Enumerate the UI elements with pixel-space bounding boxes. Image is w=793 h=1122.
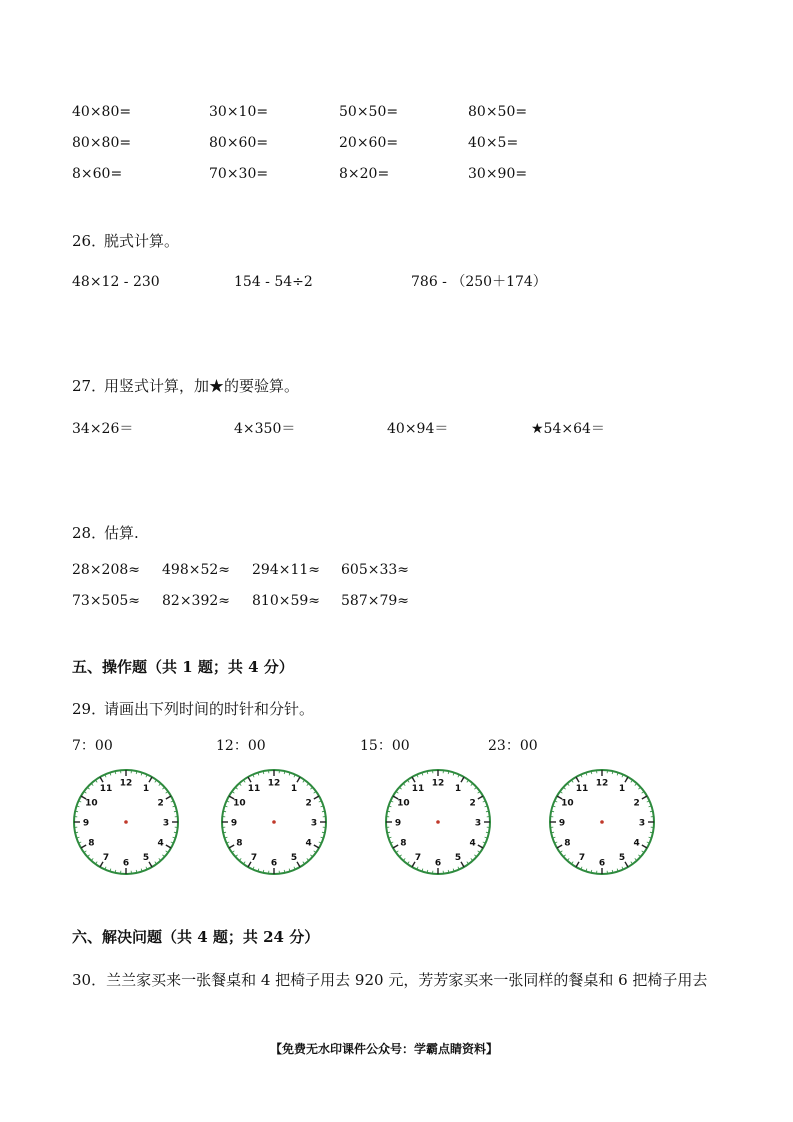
drill-item: 20×60=	[339, 135, 399, 151]
hour-tick	[81, 845, 86, 848]
clock-number: 12	[267, 778, 281, 789]
drill-item: 80×50=	[468, 104, 528, 120]
clock-number: 1	[290, 783, 298, 794]
clock-number: 3	[638, 818, 646, 829]
clock-number: 9	[558, 818, 566, 829]
hour-tick	[149, 777, 152, 782]
clock-number: 8	[564, 838, 571, 849]
clock-number: 7	[102, 853, 110, 864]
clock-number: 8	[236, 838, 243, 849]
problem-item: 40×94＝	[387, 421, 449, 437]
clock-face[interactable]	[71, 767, 181, 877]
problem-item: ★54×64＝	[531, 421, 605, 437]
hour-tick	[393, 845, 398, 848]
hour-tick	[149, 862, 152, 867]
clock-number: 10	[561, 798, 574, 809]
hour-tick	[166, 845, 171, 848]
clock-number: 1	[618, 783, 626, 794]
estimate-item: 498×52≈	[162, 562, 230, 578]
time-label: 23：00	[488, 738, 538, 754]
clock-center	[124, 820, 128, 824]
clock-number: 4	[157, 838, 164, 849]
clock-number: 10	[233, 798, 246, 809]
hour-tick	[412, 777, 415, 782]
clock-number: 10	[85, 798, 98, 809]
question-title: 估算.	[104, 524, 139, 542]
clock-center	[272, 820, 276, 824]
clock-number: 3	[310, 818, 318, 829]
hour-tick	[314, 796, 319, 799]
clock-number: 3	[162, 818, 170, 829]
clock-number: 4	[469, 838, 476, 849]
clock-number: 7	[414, 853, 422, 864]
clock-number: 6	[270, 858, 278, 869]
estimate-item: 810×59≈	[252, 593, 320, 609]
clock-number: 8	[88, 838, 95, 849]
problem-item: 786 - （250＋174）	[411, 274, 547, 290]
clock-face[interactable]	[547, 767, 657, 877]
clock-number: 11	[247, 783, 261, 794]
clock-number: 9	[82, 818, 90, 829]
drill-item: 50×50=	[339, 104, 399, 120]
clock-number: 12	[119, 778, 133, 789]
clock-number: 7	[578, 853, 586, 864]
clock-number: 2	[469, 798, 476, 809]
clock-number: 1	[142, 783, 150, 794]
clock-number: 9	[230, 818, 238, 829]
hour-tick	[478, 796, 483, 799]
drill-item: 80×60=	[209, 135, 269, 151]
hour-tick	[576, 777, 579, 782]
hour-tick	[625, 777, 628, 782]
clock-number: 5	[142, 853, 150, 864]
problem-item: 34×26＝	[72, 421, 134, 437]
clock-number: 9	[394, 818, 402, 829]
clock-number: 12	[595, 778, 609, 789]
section-heading: 六、解决问题（共 4 题；共 24 分）	[72, 928, 320, 946]
drill-item: 30×90=	[468, 166, 528, 182]
hour-tick	[229, 845, 234, 848]
drill-item: 8×60=	[72, 166, 123, 182]
estimate-item: 73×505≈	[72, 593, 140, 609]
clock-number: 3	[474, 818, 482, 829]
problem-item: 4×350＝	[234, 421, 296, 437]
question-title: 用竖式计算，加★的要验算。	[104, 377, 300, 395]
clock-number: 5	[454, 853, 462, 864]
question-number: 28．	[72, 524, 107, 542]
hour-tick	[314, 845, 319, 848]
clock-face[interactable]	[383, 767, 493, 877]
clock-number: 11	[575, 783, 589, 794]
drill-item: 70×30=	[209, 166, 269, 182]
clock-number: 1	[454, 783, 462, 794]
hour-tick	[557, 845, 562, 848]
clock-number: 12	[431, 778, 445, 789]
clock-number: 6	[598, 858, 606, 869]
question-title: 请画出下列时间的时针和分针。	[104, 700, 315, 718]
question-number: 26．	[72, 232, 107, 250]
hour-tick	[461, 777, 464, 782]
time-label: 7：00	[72, 738, 113, 754]
clock-number: 4	[305, 838, 312, 849]
problem-item: 48×12 - 230	[72, 274, 160, 290]
clock-number: 10	[397, 798, 410, 809]
drill-item: 40×5=	[468, 135, 519, 151]
clock-number: 11	[99, 783, 113, 794]
drill-item: 40×80=	[72, 104, 132, 120]
clock-number: 4	[633, 838, 640, 849]
drill-item: 8×20=	[339, 166, 390, 182]
question-title: 脱式计算。	[104, 232, 180, 250]
section-heading: 五、操作题（共 1 题；共 4 分）	[72, 658, 294, 676]
estimate-item: 587×79≈	[341, 593, 409, 609]
hour-tick	[248, 777, 251, 782]
clock-number: 8	[400, 838, 407, 849]
clock-number: 6	[122, 858, 130, 869]
clock-face[interactable]	[219, 767, 329, 877]
hour-tick	[642, 845, 647, 848]
hour-tick	[625, 862, 628, 867]
problem-item: 154 - 54÷2	[234, 274, 313, 290]
hour-tick	[166, 796, 171, 799]
clock-center	[436, 820, 440, 824]
hour-tick	[461, 862, 464, 867]
footer-note: 【免费无水印课件公众号：学霸点睛资料】	[270, 1042, 499, 1056]
hour-tick	[100, 777, 103, 782]
estimate-item: 82×392≈	[162, 593, 230, 609]
hour-tick	[297, 777, 300, 782]
estimate-item: 28×208≈	[72, 562, 140, 578]
clock-center	[600, 820, 604, 824]
estimate-item: 605×33≈	[341, 562, 409, 578]
question-30-text: 30．兰兰家买来一张餐桌和 4 把椅子用去 920 元，芳芳家买来一张同样的餐桌和 6 把椅子用去	[72, 971, 708, 989]
drill-item: 30×10=	[209, 104, 269, 120]
time-label: 12：00	[216, 738, 266, 754]
question-number: 27．	[72, 377, 107, 395]
hour-tick	[642, 796, 647, 799]
clock-number: 6	[434, 858, 442, 869]
estimate-item: 294×11≈	[252, 562, 320, 578]
clock-number: 2	[305, 798, 312, 809]
clock-number: 7	[250, 853, 258, 864]
hour-tick	[478, 845, 483, 848]
clock-number: 2	[633, 798, 640, 809]
clock-number: 5	[290, 853, 298, 864]
clock-number: 2	[157, 798, 164, 809]
clock-number: 5	[618, 853, 626, 864]
clock-number: 11	[411, 783, 425, 794]
question-number: 29．	[72, 700, 107, 718]
time-label: 15：00	[360, 738, 410, 754]
hour-tick	[297, 862, 300, 867]
drill-item: 80×80=	[72, 135, 132, 151]
